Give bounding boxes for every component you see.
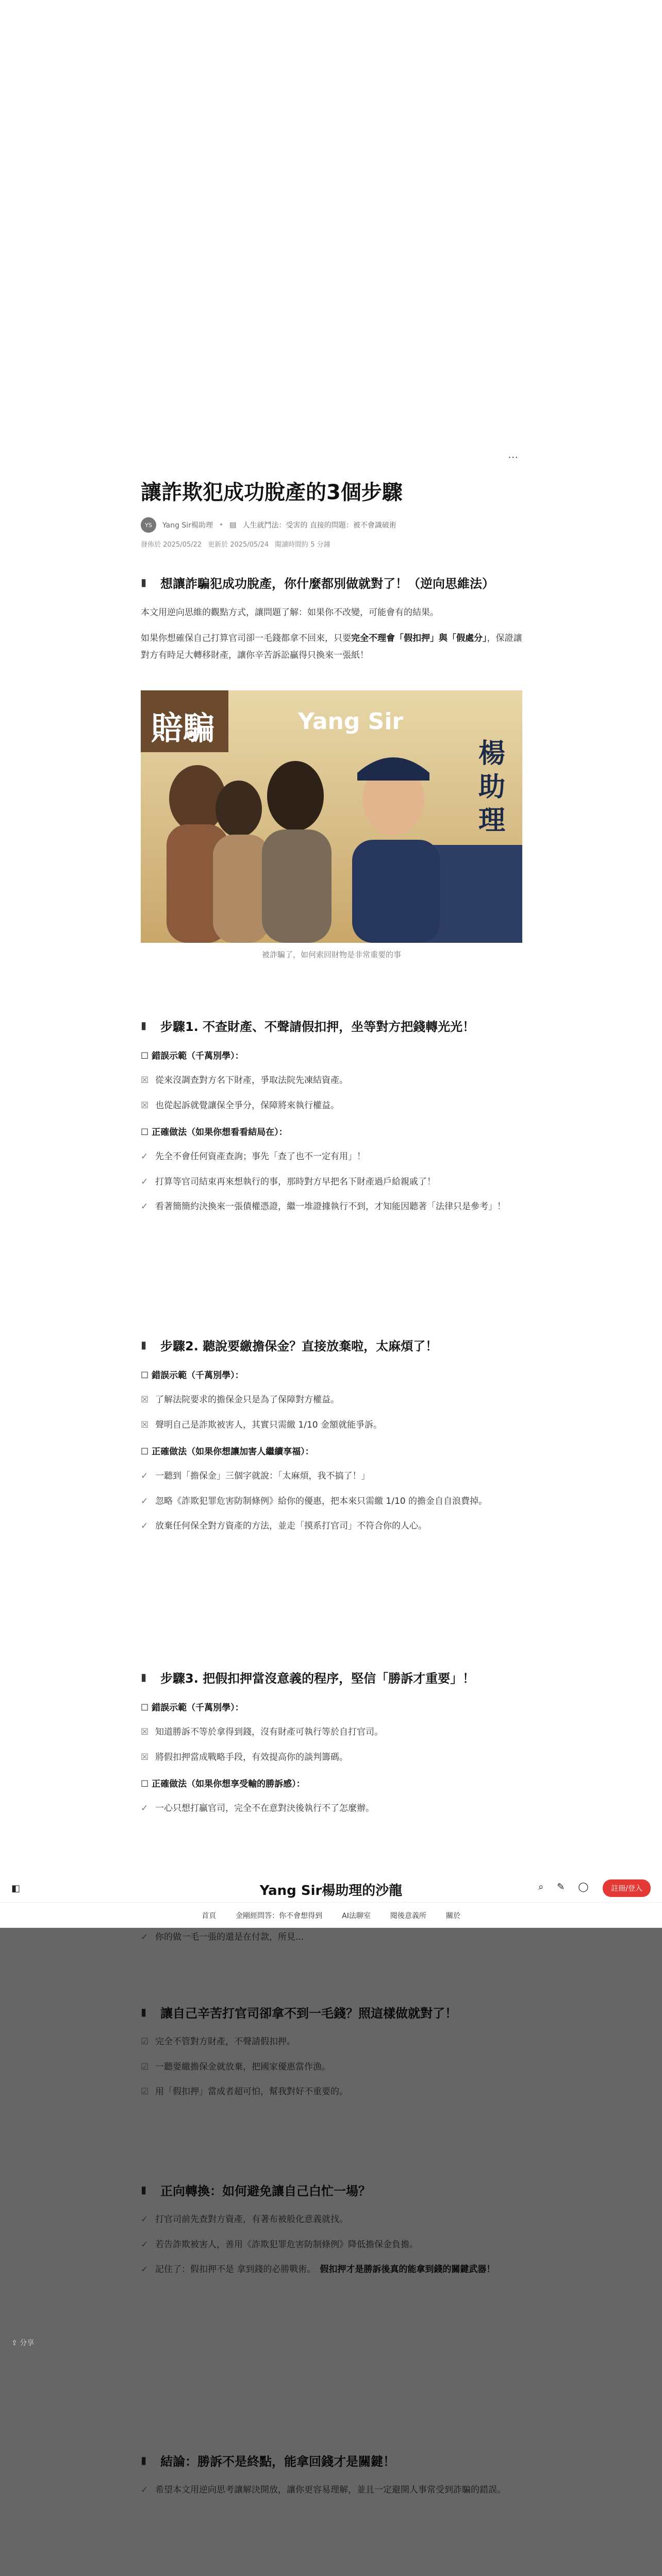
bullet-icon: ▮ — [141, 1338, 147, 1351]
bullet-icon: ▮ — [141, 1671, 147, 1683]
article-meta — [141, 517, 522, 533]
check-icon: ☐ — [141, 1370, 152, 1381]
share-icon: ⇪ — [11, 2339, 20, 2347]
hero-image — [141, 690, 522, 943]
check-icon: ☐ — [141, 1703, 152, 1713]
step2-heading: ▮ 步驟2. 聽說要繳擔保金？直接放棄啦，太麻煩了！ — [141, 1337, 522, 1355]
hero-banner-left: 賠騙 — [151, 709, 216, 747]
step3-section — [141, 1669, 522, 1817]
step3-right-label: ☐ 正確做法（如果你想享受輸的勝訴感）： — [141, 1779, 305, 1790]
checkmark-icon: ✓ — [141, 1201, 148, 1212]
sidebar-toggle-icon[interactable]: ◧ — [11, 1883, 21, 1894]
check-icon: ☐ — [141, 1779, 152, 1790]
list-item: ☒ 將假扣押當成戰略手段，有效提高你的談判籌碼。 — [141, 1750, 522, 1766]
hero-illustration — [141, 690, 522, 943]
read-time: 閱讀時間約 5 分鐘 — [275, 541, 330, 549]
avatar[interactable]: YS — [141, 517, 156, 533]
cross-icon: ☒ — [141, 1075, 149, 1086]
bullet-icon: ▮ — [141, 576, 147, 588]
nav-home[interactable]: 首頁 — [202, 1911, 217, 1920]
cross-icon: ☒ — [141, 1395, 149, 1405]
nav-item[interactable]: AI法聊室 — [342, 1911, 371, 1920]
list-item: ✓ 看著簡簡約決換來一張債權憑證，繼一堆證據執行不到，才知能因聽著「法律只是參考」！ — [141, 1199, 522, 1215]
signup-button[interactable]: 註冊/登入 — [603, 1879, 651, 1897]
checkmark-icon: ✓ — [141, 1471, 148, 1482]
list-item: ✓ 放棄任何保全對方資產的方法，並走「摸系打官司」不符合你的人心。 — [141, 1518, 522, 1534]
cross-icon: ☒ — [141, 1419, 149, 1430]
nav-bar — [0, 1903, 662, 1928]
list-item: ✓ 一心只想打贏官司，完全不在意對決後執行不了怎麼辦。 — [141, 1801, 522, 1817]
nav-about[interactable]: 關於 — [445, 1911, 460, 1920]
edit-icon[interactable]: ✎ — [557, 1882, 565, 1892]
modal-backdrop[interactable] — [0, 1928, 662, 2576]
header-icons — [538, 1882, 608, 1892]
list-item: ☒ 也從起訴就覺讓保全爭分，保障將來執行權益。 — [141, 1098, 522, 1114]
list-item: ☒ 從來沒調查對方名下財產，爭取法院先凍結資產。 — [141, 1073, 522, 1089]
checkmark-icon: ✓ — [141, 1151, 148, 1162]
intro-heading: ▮ 想讓詐騙犯成功脫產，你什麼都別做就對了！（逆向思維法） — [141, 574, 522, 593]
dot-separator: • — [219, 521, 224, 529]
check-icon: ☐ — [141, 1127, 152, 1138]
list-item: ☒ 了解法院要求的擔保金只是為了保障對方權益。 — [141, 1392, 522, 1408]
hero-banner-right-2: 助 — [478, 772, 506, 803]
top-header — [0, 1873, 662, 1903]
step2-wrong-label: ☐ 錯誤示範（千萬別學）： — [141, 1370, 244, 1381]
check-icon: ☐ — [141, 1447, 152, 1458]
step2-section — [141, 1337, 522, 1534]
share-button[interactable]: ⇪ 分享 — [11, 2339, 35, 2347]
search-icon[interactable]: ⌕ — [538, 1882, 544, 1892]
article-category[interactable]: 人生就鬥法：受害的 直接的問題：被不會識破術 — [242, 521, 396, 530]
bullet-icon: ▮ — [141, 1019, 147, 1031]
cross-icon: ☒ — [141, 1727, 149, 1737]
cross-icon: ☒ — [141, 1100, 149, 1111]
list-item: ✓ 一聽到「擔保金」三個字就說：「太麻煩，我不搞了！」 — [141, 1468, 522, 1484]
intro-paragraph-1: 本文用逆向思維的觀點方式，讓問題了解：如果你不改變，可能會有的結果。 — [141, 607, 439, 618]
list-item: ✓ 先全不會任何資產查詢；事先「查了也不一定有用」！ — [141, 1149, 522, 1165]
article — [141, 479, 522, 1814]
site-title[interactable]: Yang Sir楊助理的沙龍 — [259, 1883, 403, 1899]
nav-item[interactable]: 金剛經問答：你不會想得到 — [236, 1911, 323, 1920]
category-icon: ▤ — [229, 521, 237, 529]
chat-icon[interactable]: ◯ — [578, 1882, 589, 1892]
step1-section — [141, 1018, 522, 1215]
more-options-icon[interactable]: ⋯ — [508, 451, 517, 463]
updated-date: 更新於 2025/05/24 — [208, 541, 269, 549]
step1-right-label: ☐ 正確做法（如果你想看看結局在）： — [141, 1127, 288, 1138]
check-icon: ☐ — [141, 1051, 152, 1061]
hero-banner-center: Yang Sir — [298, 708, 404, 735]
list-item: ☒ 聲明自己是詐欺被害人，其實只需繳 1/10 金額就能爭訴。 — [141, 1417, 522, 1433]
article-dates — [141, 539, 522, 549]
intro-section — [141, 574, 522, 664]
checkmark-icon: ✓ — [141, 1496, 148, 1506]
cross-icon: ☒ — [141, 1752, 149, 1762]
nav-item[interactable]: 閱後意義所 — [390, 1911, 426, 1920]
step1-heading: ▮ 步驟1. 不查財產、不聲請假扣押，坐等對方把錢轉光光！ — [141, 1018, 522, 1036]
checkmark-icon: ✓ — [141, 1803, 148, 1814]
step2-right-label: ☐ 正確做法（如果你想讓加害人繼續享福）： — [141, 1447, 314, 1458]
author-name[interactable]: Yang Sir楊助理 — [162, 521, 213, 530]
list-item: ✓ 忽略《詐欺犯罪危害防制條例》給你的優惠，把本來只需繳 1/10 的擔金自自浪費掉。 — [141, 1494, 522, 1510]
article-title: 讓詐欺犯成功脫產的3個步驟 — [141, 481, 403, 504]
published-date: 發佈於 2025/05/22 — [141, 541, 202, 549]
step3-heading: ▮ 步驟3. 把假扣押當沒意義的程序，堅信「勝訴才重要」！ — [141, 1669, 522, 1688]
intro-paragraph-2: 如果你想確保自己打算官司卻一毛錢都拿不回來，只要完全不理會「假扣押」與「假處分」，保證讓對方有時足大轉移財產，讓你辛苦訴訟贏得只換來一張紙！ — [141, 633, 522, 660]
step3-wrong-label: ☐ 錯誤示範（千萬別學）： — [141, 1703, 244, 1713]
hero-banner-right-1: 楊 — [478, 738, 506, 769]
list-item: ☒ 知道勝訴不等於拿得到錢，沒有財產可執行等於自打官司。 — [141, 1724, 522, 1740]
image-caption: 被詐騙了，如何索回財物是非常重要的事 — [261, 950, 401, 959]
checkmark-icon: ✓ — [141, 1521, 148, 1532]
step1-wrong-label: ☐ 錯誤示範（千萬別學）： — [141, 1051, 244, 1061]
hero-banner-right-3: 理 — [478, 805, 506, 836]
checkmark-icon: ✓ — [141, 1176, 148, 1187]
list-item: ✓ 打算等官司結束再來想執行的事，那時對方早把名下財產過戶給親戚了！ — [141, 1174, 522, 1190]
